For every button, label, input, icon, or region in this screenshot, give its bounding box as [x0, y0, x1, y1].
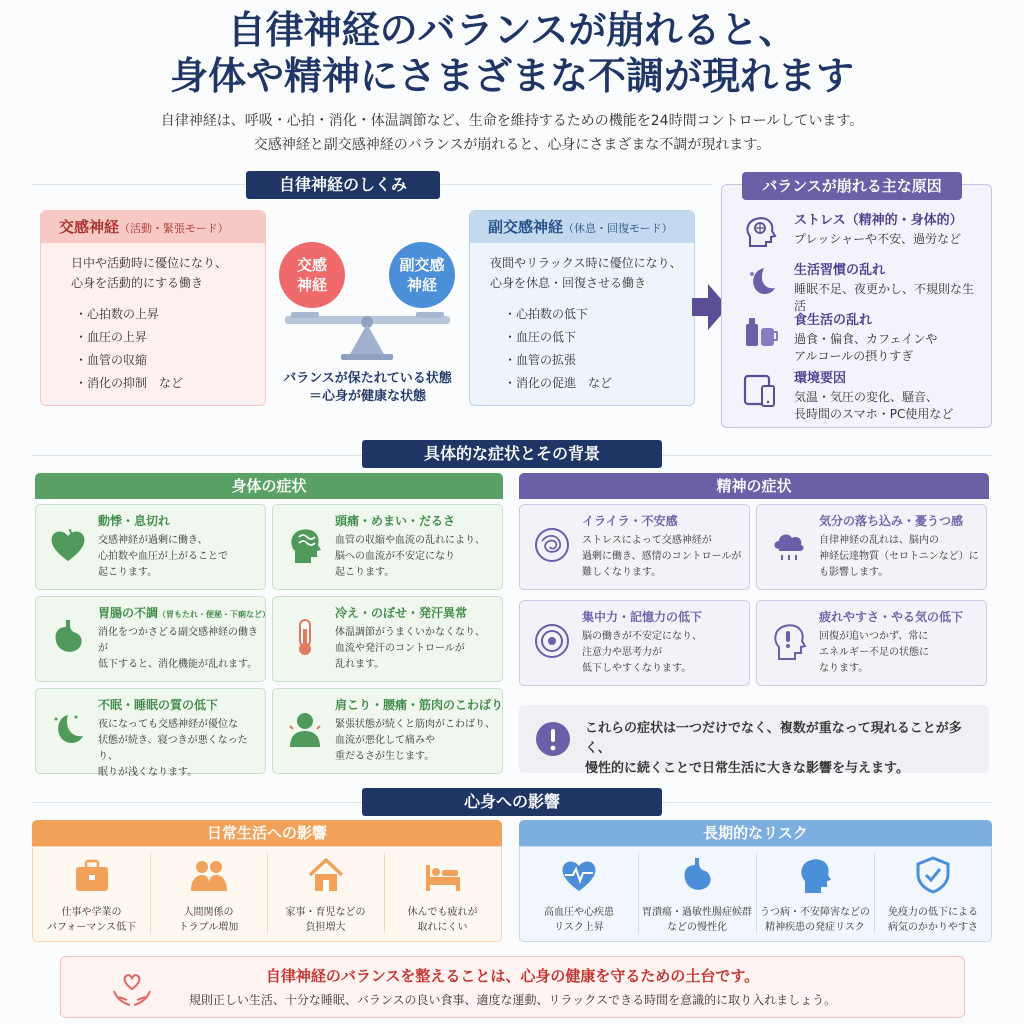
risk-item	[874, 847, 992, 939]
cause-desc-line: 気温・気圧の変化、騒音、	[794, 390, 939, 404]
sympathetic-card-header	[41, 211, 265, 243]
symptom-desc-line: 脳への血流が不安定になり	[335, 551, 455, 562]
symptom-desc-line: 乱れます。	[335, 659, 385, 670]
balance-scale-icon	[285, 308, 450, 363]
risk-item	[520, 847, 638, 939]
symptom-desc-line: 眠りが浅くなります。	[98, 767, 198, 778]
person-icon	[285, 709, 325, 749]
list-item: ・ 消化の抑制 など	[75, 372, 265, 395]
symptom-depression	[756, 504, 987, 590]
symptom-desc-line: 神経伝達物質（セロトニンなど）に	[819, 551, 979, 562]
sympathetic-circle	[279, 242, 345, 308]
sympathetic-circle-label-2: 神経	[296, 276, 327, 294]
sympathetic-effects	[41, 293, 265, 395]
risk-text-line: 高血圧や心疾患	[544, 907, 614, 918]
cause-item-stress	[742, 212, 982, 264]
low-energy-icon	[769, 621, 809, 661]
symptom-desc-line: 低下しやすくなります。	[582, 663, 692, 674]
symptom-note	[519, 705, 989, 776]
symptom-title	[98, 605, 270, 623]
symptom-irritability	[519, 504, 750, 590]
symptom-title: 頭痛・めまい・だるさ	[335, 514, 456, 528]
info-icon	[535, 721, 571, 757]
symptom-note-line-1: これらの症状は一つだけでなく、複数が重なって現れることが多く、	[585, 721, 962, 756]
symptom-title: イライラ・不安感	[582, 514, 678, 528]
cause-desc	[794, 389, 984, 423]
risk-text-line: 免疫力の低下による	[888, 907, 978, 918]
mental-symptoms-header: 精神の症状	[519, 473, 989, 499]
sympathetic-mode: （活動・緊張モード）	[119, 222, 229, 235]
symptom-desc-line: 交感神経が過剰に働き、	[98, 535, 208, 546]
rain-cloud-icon	[769, 525, 809, 565]
symptom-concentration	[519, 600, 750, 686]
list-item: ・ 心拍数の上昇	[75, 303, 265, 326]
cause-item-lifestyle	[742, 262, 982, 314]
list-item: ・ 心拍数の低下	[504, 303, 694, 326]
impact-text	[33, 905, 150, 935]
sympathetic-desc-1: 日中や活動時に優位になり、	[71, 256, 228, 270]
parasympathetic-mode: （休息・回復モード）	[563, 222, 673, 235]
impact-text-line: 家事・育児などの	[285, 907, 366, 918]
moon-stars-icon	[48, 709, 88, 749]
parasympathetic-desc-2: 心身を休息・回復させる働き	[490, 276, 647, 290]
cause-desc-line: 過食・偏食、カフェインや	[794, 332, 938, 346]
symptom-title: 冷え・のぼせ・発汗異常	[335, 606, 468, 620]
symptom-stiffness	[272, 688, 503, 774]
symptom-desc-line: 起こります。	[98, 567, 158, 578]
conclusion-box	[60, 956, 965, 1018]
impact-text-line: トラブル増加	[178, 922, 239, 933]
risk-text	[638, 905, 756, 935]
symptom-desc	[582, 629, 747, 677]
cause-desc	[794, 231, 984, 248]
drinks-icon	[742, 314, 778, 350]
stomach-icon	[677, 855, 717, 895]
cause-desc-line: 長時間のスマホ・PC使用など	[794, 407, 954, 421]
symptom-desc	[98, 533, 263, 581]
balance-caption-2: ＝心身が健康な状態	[308, 389, 426, 404]
page-title-line1: 自律神経のバランスが崩れると、	[227, 7, 797, 52]
head-icon	[285, 525, 325, 565]
conclusion-headline: 自律神経のバランスを整えることは、心身の健康を守るための土台です。	[265, 967, 760, 985]
risk-item	[756, 847, 874, 939]
risk-text	[520, 905, 638, 935]
symptom-digestive	[35, 596, 271, 682]
cause-title: 食生活の乱れ	[794, 313, 873, 328]
symptom-title: 疲れやすさ・やる気の低下	[819, 610, 964, 624]
parasympathetic-effects	[470, 293, 694, 395]
symptom-title: 動悸・息切れ	[98, 514, 171, 528]
parasympathetic-card	[469, 210, 695, 406]
impact-text-line: 取れにくい	[417, 922, 468, 933]
bed-icon	[423, 855, 463, 895]
stomach-icon	[48, 617, 88, 657]
cause-item-diet	[742, 312, 982, 364]
symptom-title-note: （胃もたれ・便秘・下痢など）	[158, 610, 271, 619]
cause-desc-line: プレッシャーや不安、過労など	[794, 232, 962, 246]
symptoms-label: 具体的な症状とその背景	[362, 440, 662, 468]
symptom-desc-line: 難しくなります。	[582, 567, 662, 578]
symptom-desc-line: 血流が悪化して痛みや	[335, 735, 435, 746]
symptom-desc-line: エネルギー不足の状態に	[819, 647, 929, 658]
thermometer-icon	[285, 617, 325, 657]
impact-text	[267, 905, 384, 935]
risk-text-line: 病気のかかりやすさ	[888, 922, 978, 933]
risk-text-line: うつ病・不安障害などの	[760, 907, 870, 918]
risk-text	[874, 905, 992, 935]
symptom-desc-line: 自律神経の乱れは、脳内の	[819, 535, 939, 546]
tangle-icon	[532, 525, 572, 565]
symptom-desc	[335, 533, 500, 581]
symptom-desc-line: 消化をつかさどる副交感神経の働きが	[98, 627, 258, 654]
conclusion-advice: 規則正しい生活、十分な睡眠、バランスの良い食事、適度な運動、リラックスできる時間を意識的に取り入れましょう。	[188, 993, 837, 1007]
list-item: ・ 血管の収縮	[75, 349, 265, 372]
parasympathetic-circle-label-1: 副交感	[399, 256, 445, 274]
symptom-desc-line: 脳の働きが不安定になり、	[582, 631, 702, 642]
heart-pulse-icon	[559, 855, 599, 895]
list-item: ・ 血圧の低下	[504, 326, 694, 349]
cause-item-environment	[742, 370, 982, 422]
physical-symptoms-header: 身体の症状	[35, 473, 503, 499]
shield-icon	[913, 855, 953, 895]
cause-title: 生活習慣の乱れ	[794, 263, 886, 278]
balance-caption-1: バランスが保たれている状態	[283, 371, 452, 386]
daily-impact-panel	[32, 846, 502, 942]
spiral-icon	[532, 621, 572, 661]
mechanism-label: 自律神経のしくみ	[246, 171, 440, 199]
symptom-desc-line: 起こります。	[335, 567, 395, 578]
symptom-desc-line: 状態が続き、寝つきが悪くなったり、	[98, 735, 248, 762]
head-profile-icon	[795, 855, 835, 895]
parasympathetic-desc	[470, 243, 694, 293]
list-item: ・ 血圧の上昇	[75, 326, 265, 349]
sympathetic-card	[40, 210, 266, 406]
longterm-risk-header: 長期的なリスク	[519, 820, 992, 846]
symptom-note-line-2: 慢性的に続くことで日常生活に大きな影響を与えます。	[585, 761, 909, 776]
symptom-desc-line: 体温調節がうまくいかなくなり、	[335, 627, 485, 638]
symptom-desc	[98, 625, 263, 673]
symptom-desc-line: 過剰に働き、感情のコントロールが	[582, 551, 742, 562]
head-brain-icon	[742, 214, 778, 250]
symptom-desc-line: 重だるさが生じます。	[335, 751, 435, 762]
house-icon	[306, 855, 346, 895]
cause-desc-line: アルコールの摂りすぎ	[794, 349, 914, 363]
risk-text-line: 胃潰瘍・過敏性腸症候群	[642, 907, 752, 918]
symptom-desc-line: なります。	[819, 663, 869, 674]
cause-title: 環境要因	[794, 371, 847, 386]
symptom-desc	[335, 625, 500, 673]
impact-text	[150, 905, 267, 935]
causes-label: バランスが崩れる主な原因	[742, 172, 962, 200]
risk-text-line: 精神疾患の発症リスク	[765, 922, 865, 933]
symptom-title-main: 胃腸の不調	[98, 606, 159, 620]
risk-text	[756, 905, 874, 935]
symptom-desc	[98, 717, 263, 781]
sympathetic-desc	[41, 243, 265, 293]
impact-text-line: パフォーマンス低下	[46, 922, 137, 933]
symptom-desc-line: 血流や発汗のコントロールが	[335, 643, 465, 654]
symptom-desc-line: も影響します。	[819, 567, 889, 578]
impact-text-line: 人間関係の	[183, 907, 234, 918]
parasympathetic-title: 副交感神経	[488, 218, 564, 236]
cause-title: ストレス（精神的・身体的）	[794, 213, 963, 228]
symptom-title: 肩こり・腰痛・筋肉のこわばり	[335, 698, 504, 712]
cause-desc-line: 睡眠不足、夜更かし、不規則な生活	[794, 282, 975, 313]
symptom-desc-line: 回復が追いつかず、常に	[819, 631, 929, 642]
parasympathetic-card-header	[470, 211, 694, 243]
impact-item	[33, 847, 150, 939]
symptom-note-text	[585, 719, 980, 779]
symptom-palpitation	[35, 504, 266, 590]
impact-text-line: 休んでも疲れが	[407, 907, 478, 918]
symptom-desc	[582, 533, 747, 581]
risk-text-line: などの慢性化	[667, 922, 727, 933]
moon-icon	[742, 264, 778, 300]
sympathetic-circle-label-1: 交感	[296, 256, 327, 274]
symptom-headache	[272, 504, 503, 590]
impact-text-line: 仕事や学業の	[61, 907, 122, 918]
intro-line2: 交感神経と副交感神経のバランスが崩れると、心身にさまざまな不調が現れます。	[253, 137, 771, 153]
symptom-insomnia	[35, 688, 266, 778]
page-title-line2: 身体や精神にさまざまな不調が現れます	[169, 53, 854, 98]
cause-desc	[794, 281, 984, 315]
impact-text	[384, 905, 501, 935]
symptom-desc-line: 低下すると、消化機能が乱れます。	[98, 659, 258, 670]
people-icon	[189, 855, 229, 895]
sympathetic-desc-2: 心身を活動的にする働き	[71, 276, 204, 290]
symptom-desc-line: 注意力や思考力が	[582, 647, 662, 658]
cause-desc	[794, 331, 984, 365]
briefcase-icon	[72, 855, 112, 895]
impact-item	[150, 847, 267, 939]
parasympathetic-circle-label-2: 神経	[406, 276, 437, 294]
symptom-desc-line: ストレスによって交感神経が	[582, 535, 712, 546]
symptom-desc	[335, 717, 500, 765]
devices-icon	[742, 372, 778, 408]
risk-text-line: リスク上昇	[554, 922, 604, 933]
impact-item	[267, 847, 384, 939]
list-item: ・ 血管の拡張	[504, 349, 694, 372]
symptom-desc-line: 心拍数や血圧が上がることで	[98, 551, 228, 562]
symptom-desc	[819, 629, 984, 677]
symptom-desc-line: 緊張状態が続くと筋肉がこわばり、	[335, 719, 495, 730]
parasympathetic-circle	[389, 242, 455, 308]
symptom-desc-line: 夜になっても交感神経が優位な	[98, 719, 238, 730]
symptom-title: 集中力・記憶力の低下	[582, 610, 703, 624]
symptom-desc-line: 血管の収縮や血流の乱れにより、	[335, 535, 485, 546]
sympathetic-title: 交感神経	[59, 218, 120, 236]
symptom-temperature	[272, 596, 503, 682]
balance-caption	[270, 370, 465, 406]
risk-item	[638, 847, 756, 939]
impact-text-line: 負担増大	[305, 922, 346, 933]
impact-item	[384, 847, 501, 939]
symptom-fatigue	[756, 600, 987, 686]
longterm-risk-panel	[519, 846, 992, 942]
list-item: ・ 消化の促進 など	[504, 372, 694, 395]
impact-label: 心身への影響	[362, 788, 662, 816]
symptom-title: 気分の落ち込み・憂うつ感	[819, 514, 964, 528]
parasympathetic-desc-1: 夜間やリラックス時に優位になり、	[490, 256, 682, 270]
symptom-desc	[819, 533, 984, 581]
symptom-title: 不眠・睡眠の質の低下	[98, 698, 219, 712]
intro-line1: 自律神経は、呼吸・心拍・消化・体温調節など、生命を維持するための機能を24時間コントロールしています。	[160, 113, 864, 129]
daily-impact-header: 日常生活への影響	[32, 820, 502, 846]
heart-icon	[48, 525, 88, 565]
